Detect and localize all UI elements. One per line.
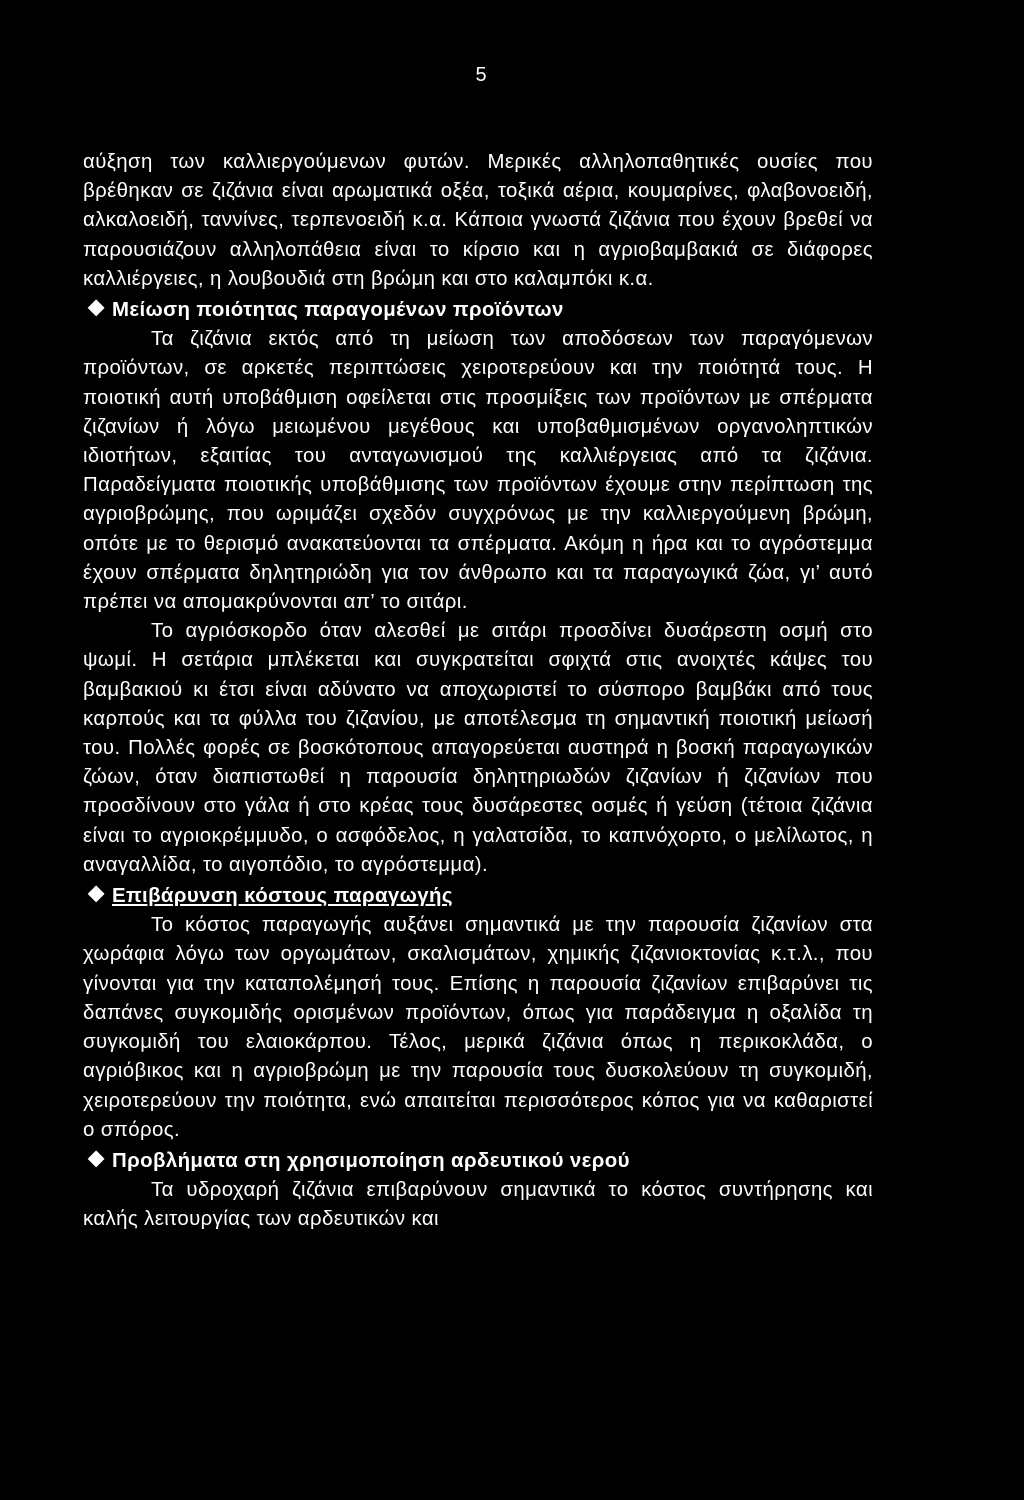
- section-heading-irrigation-water: [83, 1147, 873, 1176]
- section-heading-text: Μείωση ποιότητας παραγομένων προϊόντων: [112, 299, 564, 322]
- diamond-bullet-icon: [88, 299, 105, 316]
- intro-paragraph: αύξηση των καλλιεργούμενων φυτών. Μερικές αλληλοπαθητικές ουσίες που βρέθηκαν σε ζιζάνια είναι αρωματικά οξέα, τοξικά αέρια, κουμαρίνες, φλαβονοειδή, αλκαλοειδή, ταννίνες, τερπενοειδή κ.α. Κάποια γνωστά ζιζάνια που έχουν βρεθεί να παρουσιάζουν αλληλοπάθεια είναι το κίρσιο και η αγριοβαμβακιά σε διάφορες καλλιέργειες, η λουβουδιά στη βρώμη και στο καλαμπόκι κ.α.: [83, 151, 873, 290]
- section2-paragraph: Το κόστος παραγωγής αυξάνει σημαντικά με την παρουσία ζιζανίων στα χωράφια λόγω των οργωμάτων, σκαλισμάτων, χημικής ζιζανιοκτονίας κ.τ.λ., που γίνονται για την καταπολέμησή τους. Επίσης η παρουσία ζιζανίων επιβαρύνει τις δαπάνες συγκομιδής ορισμένων προϊόντων, όπως για παράδειγμα η οξαλίδα τη συγκομιδή του ελαιοκάρπου. Τέλος, μερικά ζιζάνια όπως η περικοκλάδα, ο αγριόβικος και η αγριοβρώμη με την παρουσία τους δυσκολεύουν τη συγκομιδή, χειροτερεύουν την ποιότητα, ενώ απαιτείται περισσότερος κόπος για να καθαριστεί ο σπόρος.: [83, 914, 873, 1141]
- diamond-bullet-icon: [88, 1150, 105, 1167]
- document-body: [83, 148, 873, 1235]
- section-heading-text: Προβλήματα στη χρησιμοποίηση αρδευτικού νερού: [112, 1149, 630, 1172]
- page-number: 5: [475, 64, 487, 86]
- section-heading-production-cost: [83, 882, 873, 911]
- section1-paragraph1: Τα ζιζάνια εκτός από τη μείωση των αποδόσεων των παραγόμενων προϊόντων, σε αρκετές περιπτώσεις χειροτερεύουν και την ποιότητά τους. Η ποιοτική αυτή υποβάθμιση οφείλεται στις προσμίξεις των προϊόντων με σπέρματα ζιζανίων ή λόγω μειωμένου μεγέθους και υποβαθμισμένων οργανοληπτικών ιδιοτήτων, εξαιτίας του ανταγωνισμού της καλλιέργειας από τα ζιζάνια. Παραδείγματα ποιοτικής υποβάθμισης των προϊόντων έχουμε στην περίπτωση της αγριοβρώμης, που ωριμάζει σχεδόν συγχρόνως με την καλλιεργούμενη βρώμη, οπότε με το θερισμό ανακατεύονται τα σπέρματα. Ακόμη η ήρα και το αγρόστεμμα έχουν σπέρματα δηλητηριώδη για τον άνθρωπο και τα παραγωγικά ζώα, γι’ αυτό πρέπει να απομακρύνονται απ’ το σιτάρι.: [83, 328, 873, 614]
- diamond-bullet-icon: [88, 885, 105, 902]
- section3-paragraph: Τα υδροχαρή ζιζάνια επιβαρύνουν σημαντικά το κόστος συντήρησης και καλής λειτουργίας των αρδευτικών και: [83, 1179, 873, 1231]
- section1-paragraph2: Το αγριόσκορδο όταν αλεσθεί με σιτάρι προσδίνει δυσάρεστη οσμή στο ψωμί. Η σετάρια μπλέκεται και συγκρατείται σφιχτά στις ανοιχτές κάψες του βαμβακιού κι έτσι είναι αδύνατο να αποχωριστεί το σύσπορο βαμβάκι από τους καρπούς και τα φύλλα του ζιζανίου, με αποτέλεσμα τη σημαντική ποιοτική μείωσή του. Πολλές φορές σε βοσκότοπους απαγορεύεται αυστηρά η βοσκή παραγωγικών ζώων, όταν διαπιστωθεί η παρουσία δηλητηριωδών ζιζανίων ή ζιζανίων που προσδίνουν στο γάλα ή στο κρέας τους δυσάρεστες οσμές ή γεύση (τέτοια ζιζάνια είναι το αγριοκρέμμυδο, ο ασφόδελος, η γαλατσίδα, το καπνόχορτο, ο μελίλωτος, η αναγαλλίδα, το αιγοπόδιο, το αγρόστεμμα).: [83, 620, 873, 876]
- section-heading-quality-reduction: [83, 296, 873, 325]
- section-heading-text: Επιβάρυνση κόστους παραγωγής: [112, 885, 453, 908]
